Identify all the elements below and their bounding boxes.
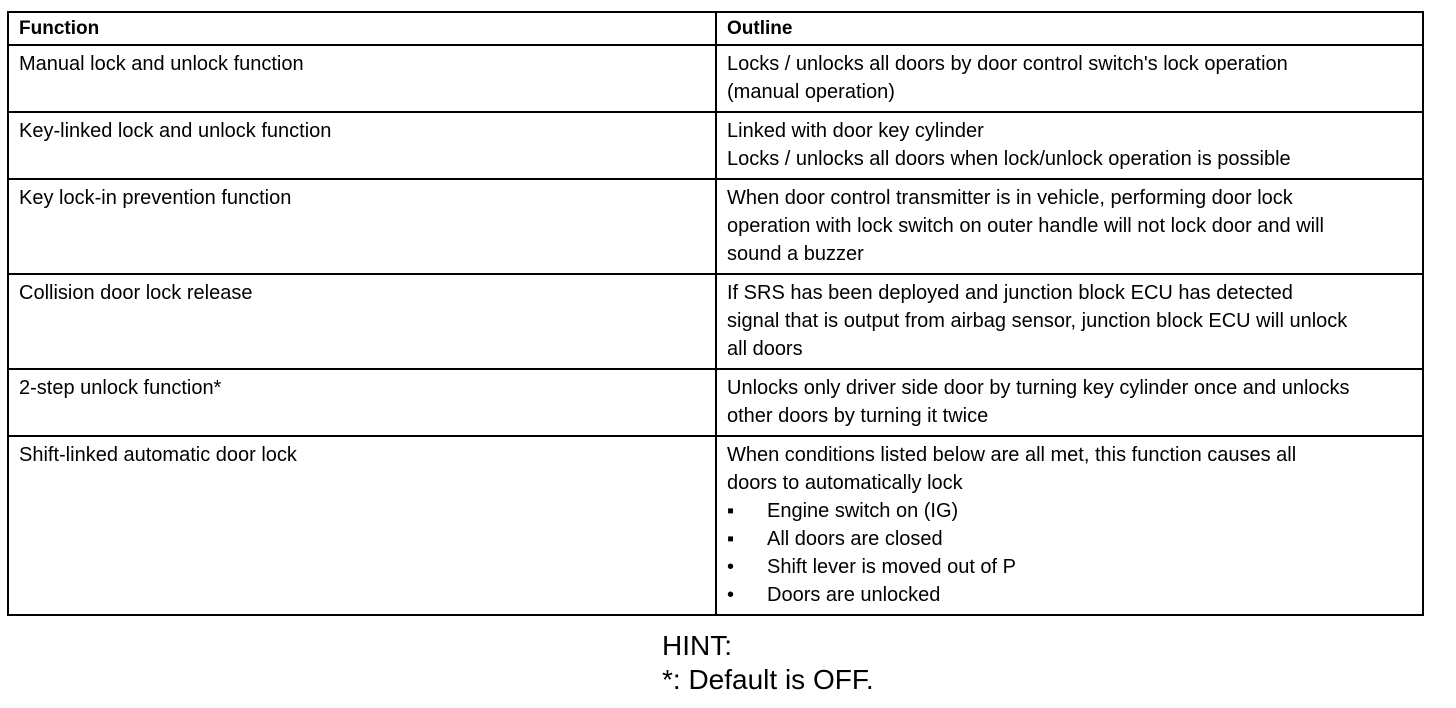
outline-line: other doors by turning it twice [727, 405, 989, 427]
function-table [7, 11, 1424, 616]
outline-line: all doors [727, 338, 803, 360]
outline-line: Linked with door key cylinder [727, 120, 984, 142]
header-outline: Outline [727, 18, 793, 39]
bullet-dot-icon: • [727, 556, 735, 578]
outline-cell [717, 370, 1422, 435]
bullet-dot-icon: • [727, 584, 735, 606]
table-row [9, 435, 1422, 614]
table-row [9, 44, 1422, 111]
table-row [9, 273, 1422, 368]
outline-line: doors to automatically lock [727, 472, 963, 494]
outline-line: Locks / unlocks all doors when lock/unlock operation is possible [727, 148, 1291, 170]
condition-bullet [727, 525, 1412, 553]
bullet-dot-icon: ▪ [727, 528, 735, 550]
hint-note: *: Default is OFF. [662, 664, 874, 695]
function-cell: Key lock-in prevention function [9, 180, 717, 273]
function-cell: Collision door lock release [9, 275, 717, 368]
hint-title: HINT: [662, 630, 732, 661]
outline-cell [717, 275, 1422, 368]
outline-cell [717, 46, 1422, 111]
outline-cell [717, 113, 1422, 178]
outline-line: (manual operation) [727, 81, 895, 103]
condition-text: All doors are closed [767, 528, 943, 550]
hint-block [662, 629, 874, 697]
function-cell: Key-linked lock and unlock function [9, 113, 717, 178]
outline-cell [717, 437, 1422, 614]
function-cell: 2-step unlock function* [9, 370, 717, 435]
outline-line: If SRS has been deployed and junction block ECU has detected [727, 282, 1293, 304]
condition-bullet [727, 497, 1412, 525]
outline-line: When conditions listed below are all met, this function causes all [727, 444, 1297, 466]
condition-bullet [727, 553, 1412, 581]
outline-line: Unlocks only driver side door by turning key cylinder once and unlocks [727, 377, 1350, 399]
function-cell: Manual lock and unlock function [9, 46, 717, 111]
bullet-dot-icon: ▪ [727, 500, 735, 522]
condition-text: Shift lever is moved out of P [767, 556, 1017, 578]
condition-text: Doors are unlocked [767, 584, 941, 606]
table-row [9, 111, 1422, 178]
outline-line: operation with lock switch on outer handle will not lock door and will [727, 215, 1324, 237]
outline-line: When door control transmitter is in vehicle, performing door lock [727, 187, 1293, 209]
header-function: Function [9, 13, 717, 44]
outline-line: signal that is output from airbag sensor, junction block ECU will unlock [727, 310, 1348, 332]
table-row [9, 178, 1422, 273]
outline-cell [717, 180, 1422, 273]
condition-bullet [727, 581, 1412, 609]
outline-line: Locks / unlocks all doors by door control switch's lock operation [727, 53, 1288, 75]
outline-line: sound a buzzer [727, 243, 864, 265]
condition-text: Engine switch on (IG) [767, 500, 959, 522]
table-row [9, 368, 1422, 435]
function-cell: Shift-linked automatic door lock [9, 437, 717, 614]
table-header-row [9, 13, 1422, 44]
